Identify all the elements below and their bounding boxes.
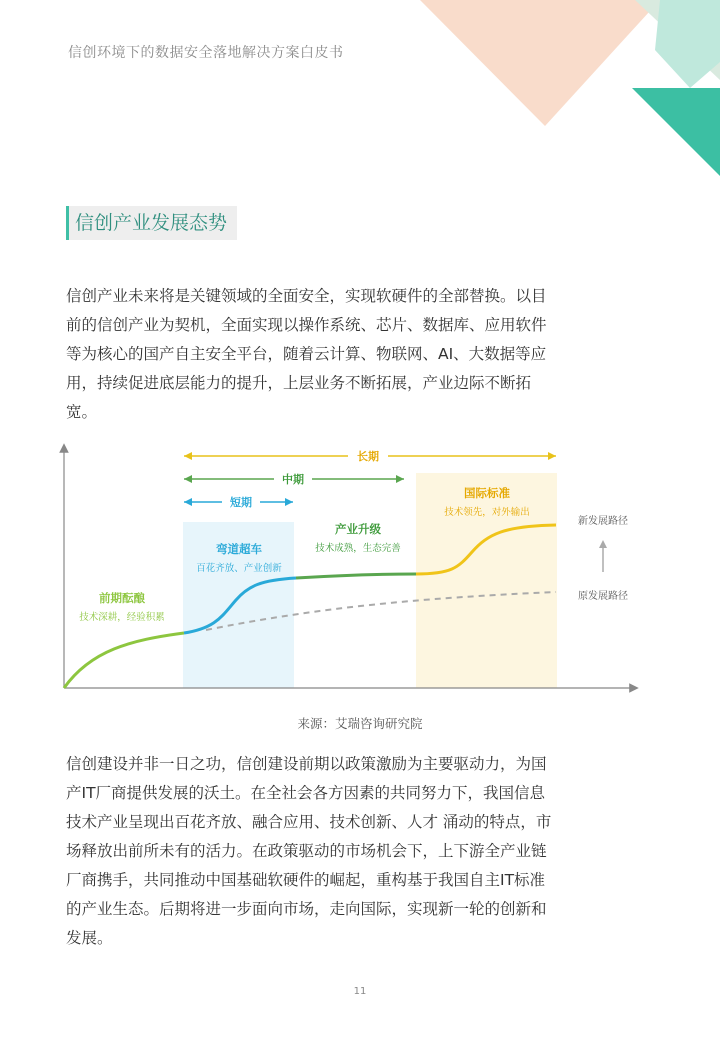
long-term-label: 长期 [357,450,379,463]
stage-1-subtitle: 技术深耕，经验积累 [79,612,165,623]
curve-mid [296,574,416,578]
intl-standard-area [416,473,557,688]
chart-source: 来源：艾瑞咨询研究院 [297,716,423,731]
stage-4-title: 国际标准 [464,486,510,500]
stage-3-subtitle: 技术成熟，生态完善 [315,543,401,554]
up-arrow-icon [599,540,607,572]
document-header-title: 信创环境下的数据安全落地解决方案白皮书 [68,45,344,61]
page-number: 11 [353,986,367,997]
stage-2-subtitle: 百花齐放、产业创新 [196,563,282,574]
section-title: 信创产业发展态势 [66,206,237,240]
header-decoration [0,0,720,190]
stage-1-title: 前期酝酿 [99,591,145,605]
industry-development-chart [56,440,646,700]
new-path-label: 新发展路径 [578,516,628,527]
stage-4-subtitle: 技术领先，对外输出 [444,507,530,518]
body-paragraph: 信创建设并非一日之功，信创建设前期以政策激励为主要驱动力，为国产IT厂商提供发展的沃土。在全社会各方因素的共同努力下，我国信息技术产业呈现出百花齐放、融合应用、技术创新、人才 涌动的特点，市场释放出前所未有的活力。在政策驱动的市场机会下，上下游全产业链厂商携手，共同推动中国基础软硬件的崛起，重构基于我国自主IT标准的产业生态。后期将进一步面向市场，走向国际，实现新一轮的创新和发展。 [66,755,552,947]
mid-term-label: 中期 [282,473,304,486]
curve-early [64,633,184,688]
stage-3-title: 产业升级 [335,522,381,536]
stage-2-title: 弯道超车 [216,542,262,556]
original-path-label: 原发展路径 [578,591,628,602]
intro-paragraph: 信创产业未来将是关键领域的全面安全，实现软硬件的全部替换。以目前的信创产业为契机，全面实现以操作系统、芯片、数据库、应用软件等为核心的国产自主安全平台，随着云计算、物联网、AI、大数据等应用，持续促进底层能力的提升，上层业务不断拓展，产业边际不断拓宽。 [66,287,547,421]
short-term-label: 短期 [230,496,252,509]
